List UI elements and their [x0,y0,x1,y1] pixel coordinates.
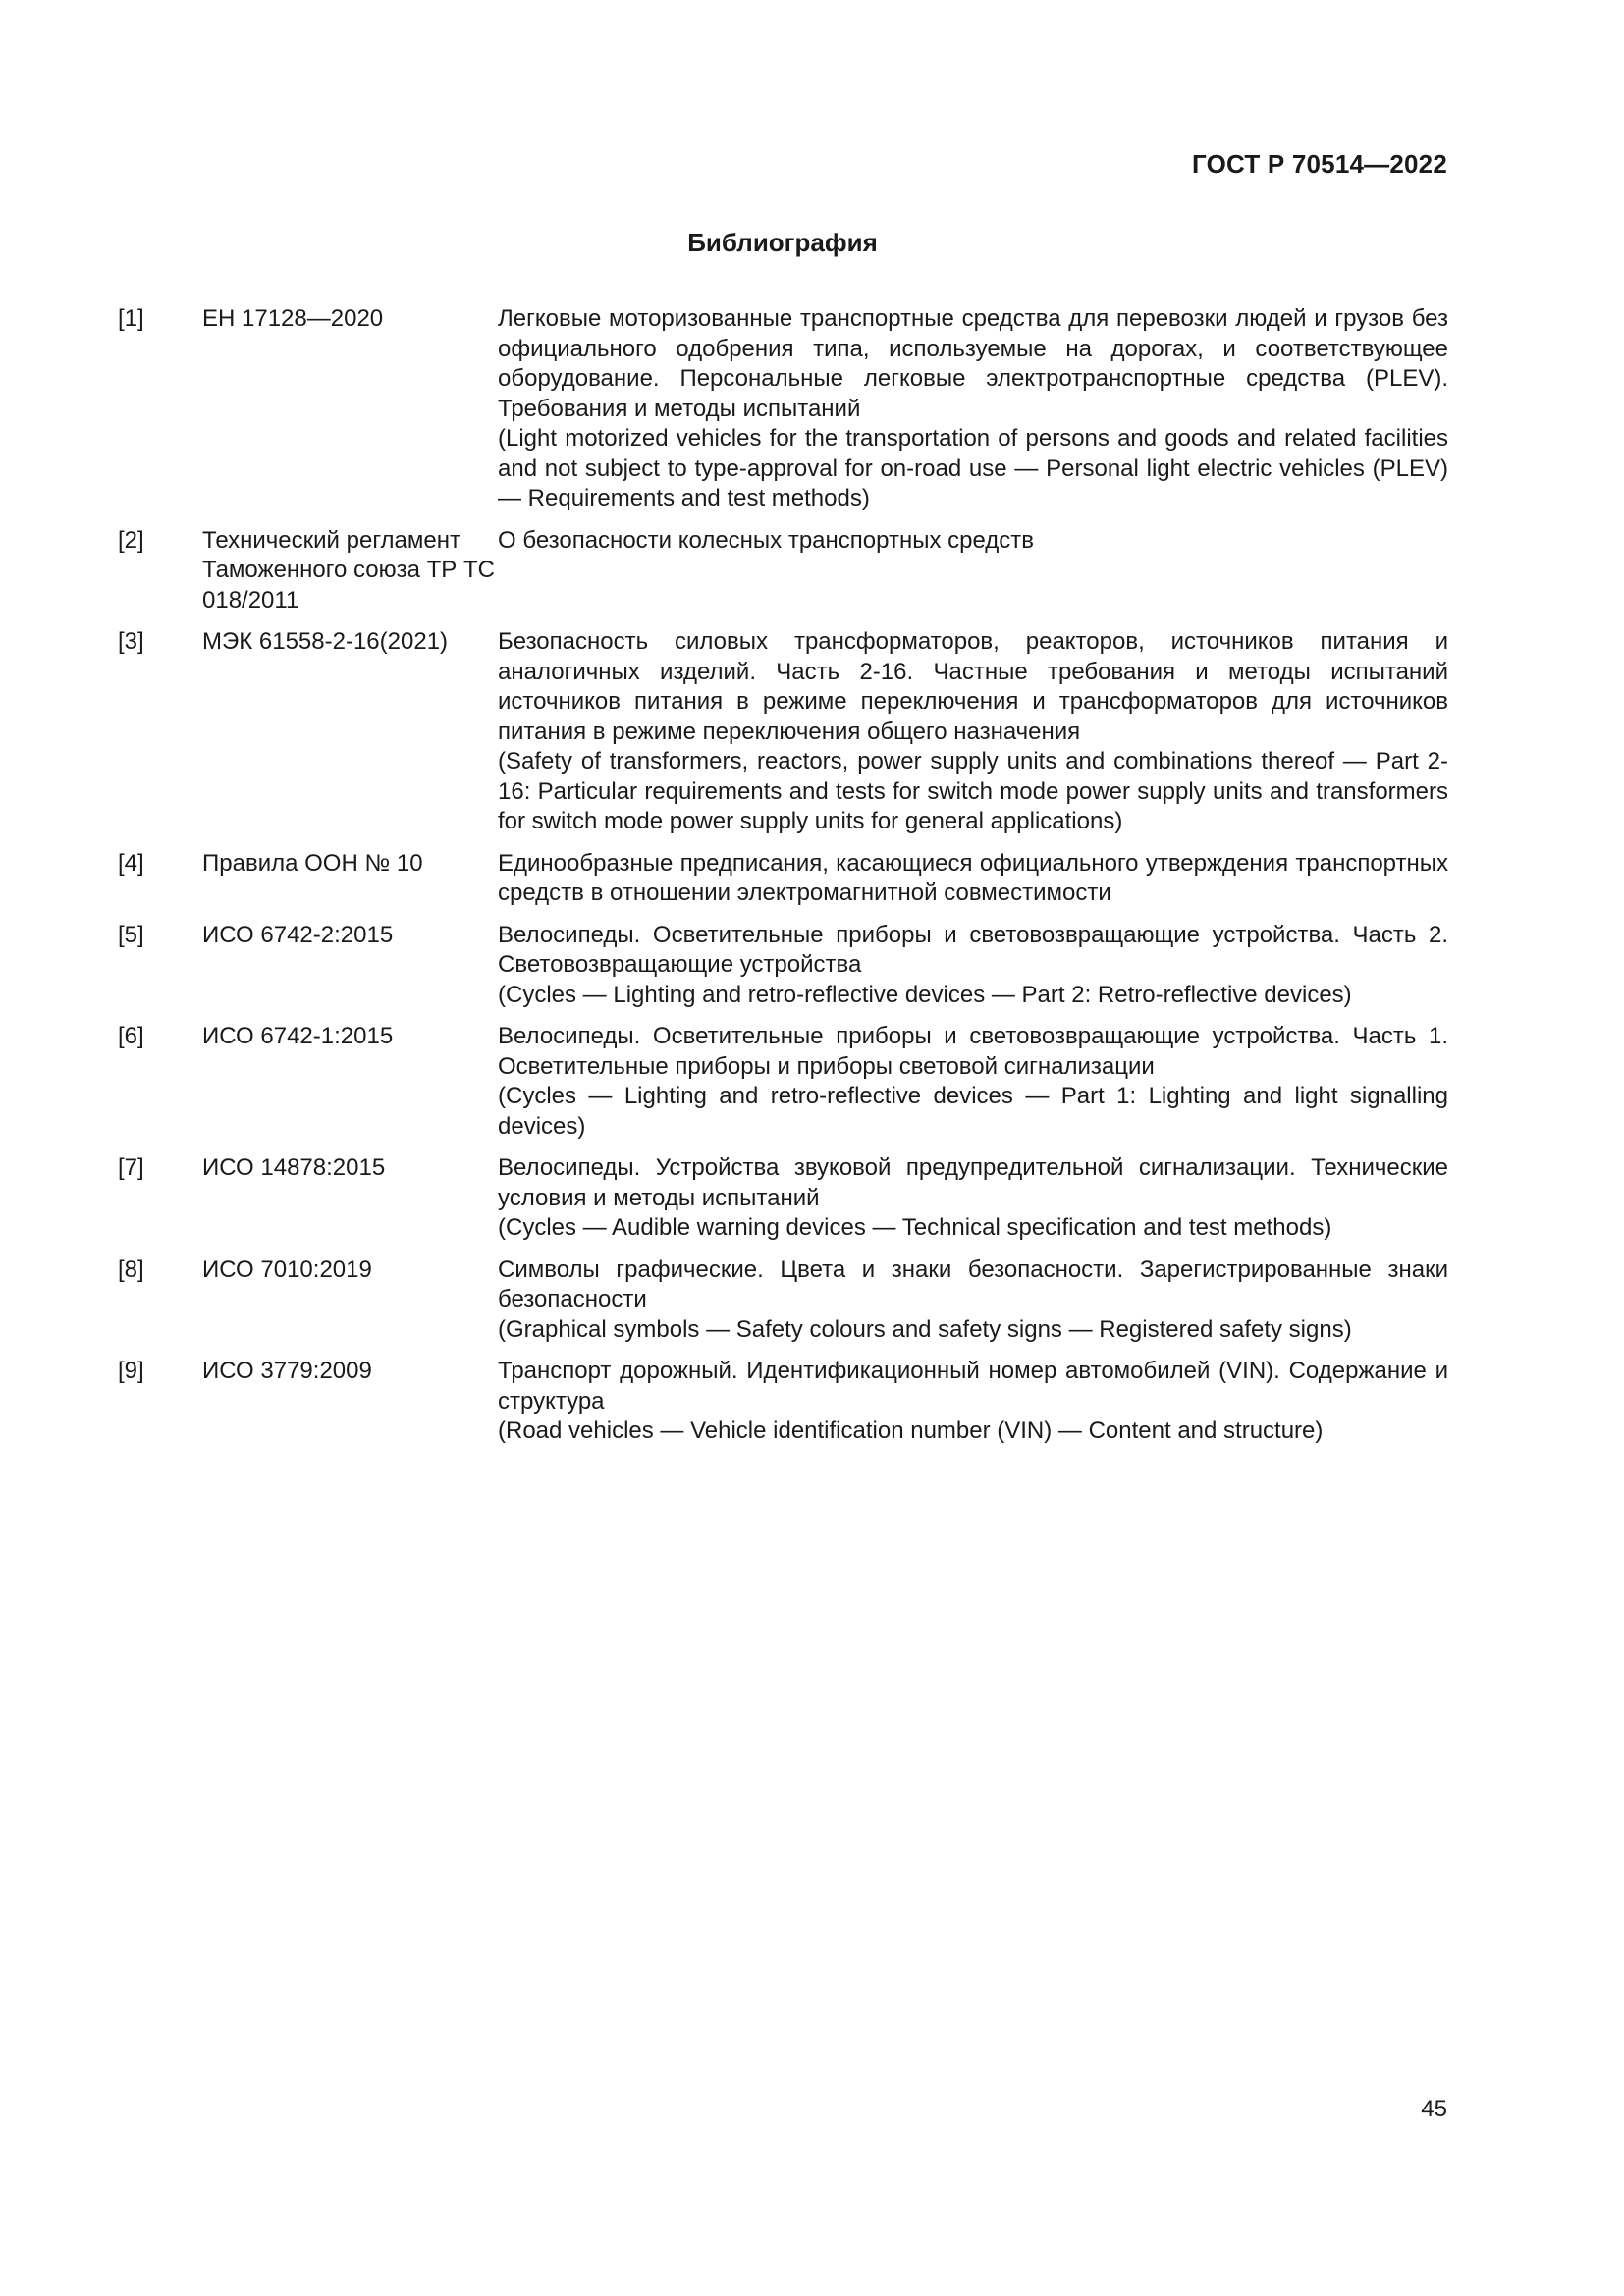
entry-title-en: (Cycles — Lighting and retro-reflective devices — Part 2: Retro-reflective devices) [498,981,1352,1008]
entry-description [498,526,1448,557]
entry-description [498,1022,1448,1142]
page-title: Библиография [687,228,878,257]
entry-description [498,627,1448,837]
entry-reference: ЕН 17128—2020 [202,305,384,332]
entry-title-en: (Graphical symbols — Safety colours and safety signs — Registered safety signs) [498,1315,1352,1343]
document-code: ГОСТ Р 70514—2022 [1192,149,1447,179]
entry-reference: Правила ООН № 10 [202,849,423,877]
entry-number: [3] [118,628,144,655]
entry-title-ru: Безопасность силовых трансформаторов, реакторов, источников питания и аналогичных изделий. Часть 2-16. Частные требования и методы испытаний источников питания в режиме переключения и трансформаторов для источников питания в режиме переключения общего назначения [498,628,1448,745]
entry-description [498,849,1448,909]
entry-number: [5] [118,921,144,948]
entry-reference: Технический регламент Таможенного союза ТР ТС 018/2011 [202,526,495,614]
page-number: 45 [1421,2096,1447,2122]
entry-title-en: (Safety of transformers, reactors, power supply units and combinations thereof — Part 2-16: Particular requirements and tests for switch mode power supply units and transformers for switch mode power supply units for general applications) [498,748,1448,834]
entry-description [498,1255,1448,1346]
entry-description [498,304,1448,514]
bibliography-entry-5 [118,921,1448,1011]
entry-number: [6] [118,1023,144,1049]
bibliography-entry-8 [118,1255,1448,1346]
entry-title-ru: О безопасности колесных транспортных средств [498,526,1035,554]
entry-reference: ИСО 14878:2015 [202,1154,386,1181]
entry-title-en: (Cycles — Audible warning devices — Technical specification and test methods) [498,1214,1332,1241]
bibliography-entry-1 [118,304,1448,514]
entry-number: [4] [118,849,144,877]
entry-description [498,1153,1448,1244]
bibliography-entry-4 [118,849,1448,909]
entry-reference: ИСО 7010:2019 [202,1255,372,1283]
entry-title-ru: Велосипеды. Устройства звуковой предупредительной сигнализации. Технические условия и методы испытаний [498,1154,1448,1211]
entry-title-en: (Light motorized vehicles for the transportation of persons and goods and related facilities and not subject to type-approval for on-road use — Personal light electric vehicles (PLEV) — Requirements and test methods) [498,425,1448,511]
bibliography-entry-6 [118,1022,1448,1142]
bibliography-entry-3 [118,627,1448,837]
entry-number: [2] [118,526,144,554]
entry-reference: ИСО 3779:2009 [202,1358,372,1384]
entry-title-ru: Единообразные предписания, касающиеся официального утверждения транспортных средств в отношении электромагнитной совместимости [498,849,1448,906]
entry-description [498,1357,1448,1447]
bibliography-entry-2 [118,526,1448,616]
bibliography-entry-9 [118,1357,1448,1447]
entry-number: [9] [118,1358,144,1384]
entry-reference: ИСО 6742-1:2015 [202,1023,394,1049]
entry-title-en: (Road vehicles — Vehicle identification number (VIN) — Content and structure) [498,1417,1324,1444]
entry-title-ru: Велосипеды. Осветительные приборы и световозвращающие устройства. Часть 1. Осветительные приборы и приборы световой сигнализации [498,1023,1448,1080]
entry-number: [8] [118,1255,144,1283]
entry-reference: ИСО 6742-2:2015 [202,921,394,948]
bibliography-list [118,304,1448,1459]
entry-title-en: (Cycles — Lighting and retro-reflective devices — Part 1: Lighting and light signalling devices) [498,1083,1448,1140]
entry-number: [7] [118,1154,144,1181]
entry-title-ru: Легковые моторизованные транспортные средства для перевозки людей и грузов без официального одобрения типа, используемые на дорогах, и соответствующее оборудование. Персональные легковые электротранспортные средства (PLEV). Требования и методы испытаний [498,305,1448,422]
entry-title-ru: Велосипеды. Осветительные приборы и световозвращающие устройства. Часть 2. Световозвращающие устройства [498,921,1448,978]
entry-reference: МЭК 61558-2-16(2021) [202,628,449,655]
entry-title-ru: Символы графические. Цвета и знаки безопасности. Зарегистрированные знаки безопасности [498,1255,1448,1312]
entry-description [498,921,1448,1011]
entry-title-ru: Транспорт дорожный. Идентификационный номер автомобилей (VIN). Содержание и структура [498,1358,1448,1415]
entry-number: [1] [118,305,144,332]
bibliography-entry-7 [118,1153,1448,1244]
